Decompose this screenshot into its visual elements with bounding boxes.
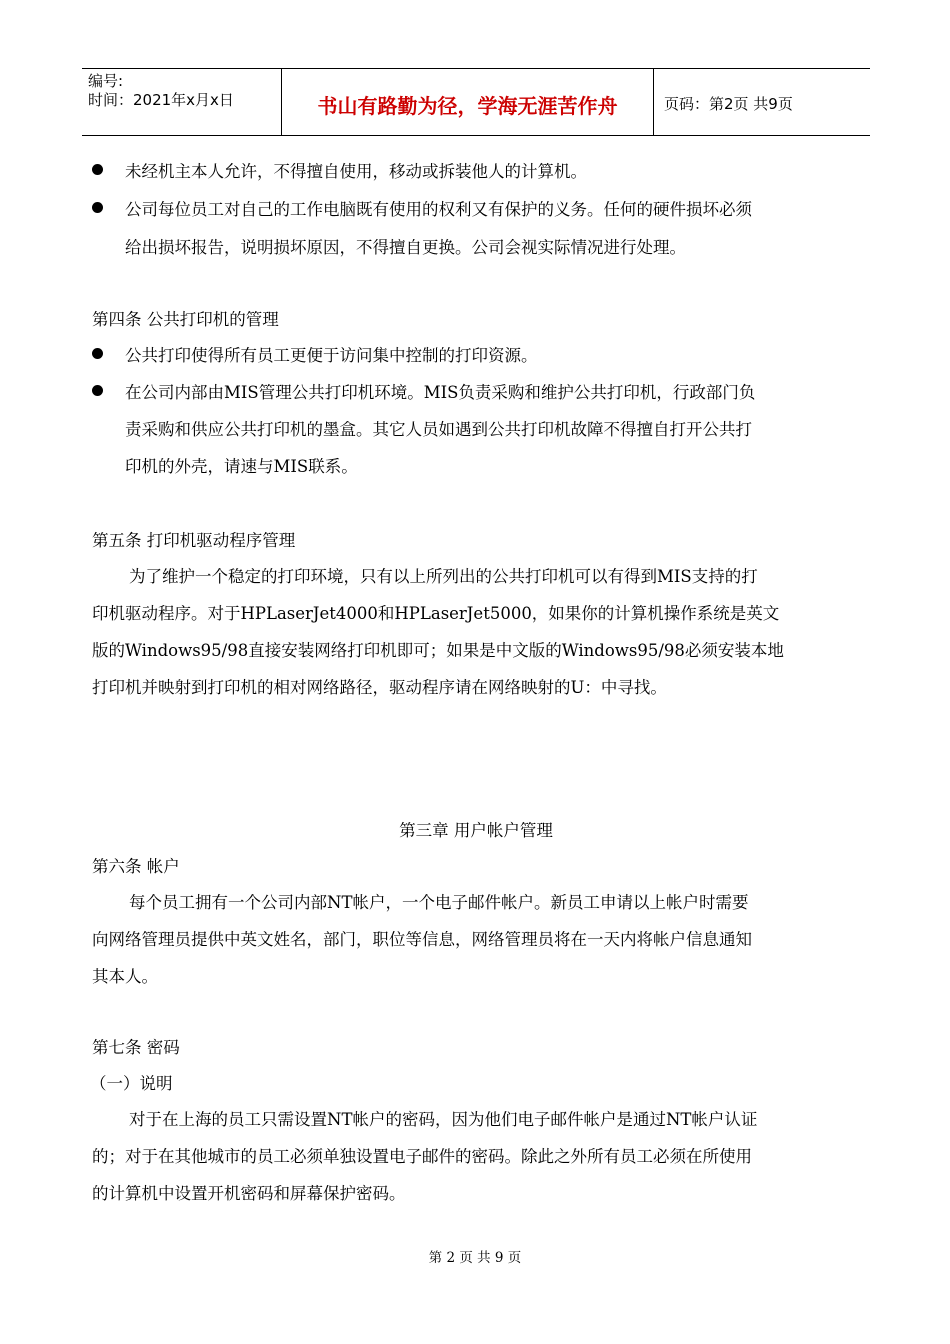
paragraph-line: 打印机并映射到打印机的相对网络路径，驱动程序请在网络映射的U：中寻找。 [92, 678, 667, 697]
bullet-icon [92, 164, 103, 175]
bullet-icon [92, 202, 103, 213]
bullet-text: 责采购和供应公共打印机的墨盒。其它人员如遇到公共打印机故障不得擅自打开公共打 [125, 420, 752, 439]
bullet-text: 在公司内部由MIS管理公共打印机环境。MIS负责采购和维护公共打印机，行政部门负 [125, 383, 756, 402]
chapter-heading: 第三章 用户帐户管理 [399, 821, 553, 840]
paragraph-line: 为了维护一个稳定的打印环境，只有以上所列出的公共打印机可以有得到MIS支持的打 [129, 567, 758, 586]
article-heading: 第七条 密码 [92, 1038, 180, 1057]
header-meta [82, 69, 282, 135]
paragraph-line: 对于在上海的员工只需设置NT帐户的密码，因为他们电子邮件帐户是通过NT帐户认证 [129, 1110, 758, 1129]
article-heading: 第四条 公共打印机的管理 [92, 310, 279, 329]
bullet-text: 公司每位员工对自己的工作电脑既有使用的权利又有保护的义务。任何的硬件损坏必须 [125, 200, 752, 219]
bullet-text: 公共打印使得所有员工更便于访问集中控制的打印资源。 [125, 346, 538, 365]
paragraph-line: 其本人。 [92, 967, 158, 986]
page-footer: 第 2 页 共 9 页 [428, 1250, 522, 1266]
paragraph-line: 的计算机中设置开机密码和屏幕保护密码。 [92, 1184, 406, 1203]
time-label: 时间：2021年x月x日 [88, 91, 234, 109]
article-heading: 第五条 打印机驱动程序管理 [92, 531, 296, 550]
bullet-text: 未经机主本人允许，不得擅自使用，移动或拆装他人的计算机。 [125, 162, 587, 181]
header-motto: 书山有路勤为径，学海无涯苦作舟 [282, 69, 654, 135]
paragraph-line: 向网络管理员提供中英文姓名，部门，职位等信息，网络管理员将在一天内将帐户信息通知 [92, 930, 752, 949]
header-page-label: 页码：第2页 共9页 [664, 94, 793, 113]
page-header [82, 68, 870, 136]
paragraph-line: 版的Windows95/98直接安装网络打印机即可；如果是中文版的Windows95/98必须安装本地 [92, 641, 784, 660]
article-heading: 第六条 帐户 [92, 857, 180, 876]
bullet-icon [92, 348, 103, 359]
paragraph-line: 的；对于在其他城市的员工必须单独设置电子邮件的密码。除此之外所有员工必须在所使用 [92, 1147, 752, 1166]
bullet-text: 印机的外壳，请速与MIS联系。 [125, 457, 358, 476]
bullet-text: 给出损坏报告，说明损坏原因，不得擅自更换。公司会视实际情况进行处理。 [125, 238, 686, 257]
number-label: 编号: [88, 72, 124, 90]
section-heading: （一）说明 [90, 1074, 173, 1093]
paragraph-line: 印机驱动程序。对于HPLaserJet4000和HPLaserJet5000，如果你的计算机操作系统是英文 [92, 604, 780, 623]
bullet-icon [92, 385, 103, 396]
paragraph-line: 每个员工拥有一个公司内部NT帐户，一个电子邮件帐户。新员工申请以上帐户时需要 [129, 893, 749, 912]
